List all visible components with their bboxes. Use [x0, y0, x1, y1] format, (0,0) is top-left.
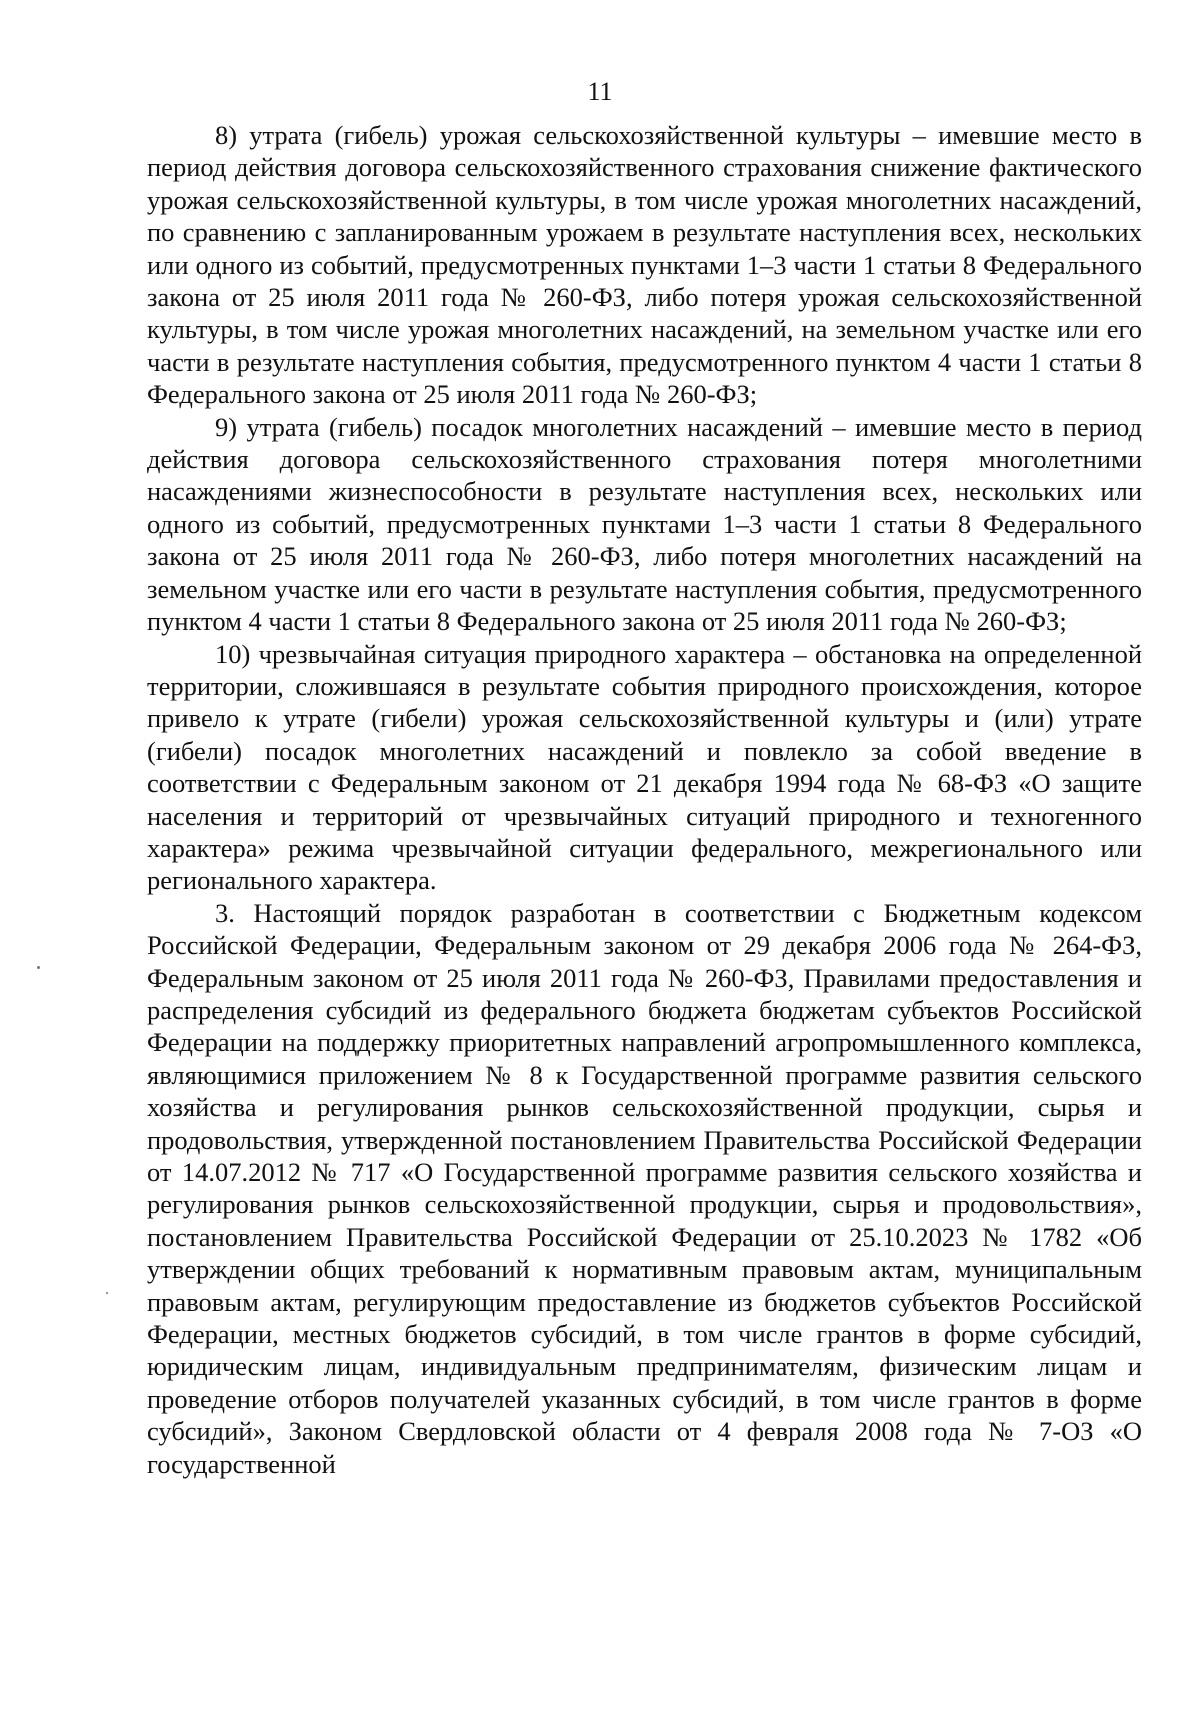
scan-speck [106, 1292, 108, 1294]
paragraph-item-9: 9) утрата (гибель) посадок многолетних насаждений – имевшие место в период действия договора сельскохозяйственного страхования потеря многолетними насаждениями жизнеспособности в результате наступления всех, нескольких или одного из событий, предусмотренных пунктами 1–3 части 1 статьи 8 Федерального закона от 25 июля 2011 года № 260-ФЗ, либо потеря многолетних насаждений на земельном участке или его части в результате наступления события, предусмотренного пунктом 4 части 1 статьи 8 Федерального закона от 25 июля 2011 года № 260-ФЗ; [147, 411, 1142, 637]
paragraph-section-3: 3. Настоящий порядок разработан в соответствии с Бюджетным кодексом Российской Федерации, Федеральным законом от 29 декабря 2006 года № 264-ФЗ, Федеральным законом от 25 июля 2011 года № 260-ФЗ, Правилами предоставления и распределения субсидий из федерального бюджета бюджетам субъектов Российской Федерации на поддержку приоритетных направлений агропромышленного комплекса, являющимися приложением № 8 к Государственной программе развития сельского хозяйства и регулирования рынков сельскохозяйственной продукции, сырья и продовольствия, утвержденной постановлением Правительства Российской Федерации от 14.07.2012 № 717 «О Государственной программе развития сельского хозяйства и регулирования рынков сельскохозяйственной продукции, сырья и продовольствия», постановлением Правительства Российской Федерации от 25.10.2023 № 1782 «Об утверждении общих требований к нормативным правовым актам, муниципальным правовым актам, регулирующим предоставление из бюджетов субъектов Российской Федерации, местных бюджетов субсидий, в том числе грантов в форме субсидий, юридическим лицам, индивидуальным предпринимателям, физическим лицам и проведение отборов получателей указанных субсидий, в том числе грантов в форме субсидий», Законом Свердловской области от 4 февраля 2008 года № 7-ОЗ «О государственной [147, 897, 1142, 1479]
paragraph-item-8: 8) утрата (гибель) урожая сельскохозяйственной культуры – имевшие место в период действия договора сельскохозяйственного страхования снижение фактического урожая сельскохозяйственной культуры, в том числе урожая многолетних насаждений, по сравнению с запланированным урожаем в результате наступления всех, нескольких или одного из событий, предусмотренных пунктами 1–3 части 1 статьи 8 Федерального закона от 25 июля 2011 года № 260-ФЗ, либо потеря урожая сельскохозяйственной культуры, в том числе урожая многолетних насаждений, на земельном участке или его части в результате наступления события, предусмотренного пунктом 4 части 1 статьи 8 Федерального закона от 25 июля 2011 года № 260-ФЗ; [147, 120, 1142, 410]
page-number: 11 [587, 77, 613, 106]
paragraph-item-10: 10) чрезвычайная ситуация природного характера – обстановка на определенной территории, сложившаяся в результате события природного происхождения, которое привело к утрате (гибели) урожая сельскохозяйственной культуры и (или) утрате (гибели) посадок многолетних насаждений и повлекло за собой введение в соответствии с Федеральным законом от 21 декабря 1994 года № 68-ФЗ «О защите населения и территорий от чрезвычайных ситуаций природного и техногенного характера» режима чрезвычайной ситуации федерального, межрегионального или регионального характера. [147, 638, 1142, 896]
document-body [147, 119, 1142, 1480]
scan-speck [37, 966, 40, 969]
